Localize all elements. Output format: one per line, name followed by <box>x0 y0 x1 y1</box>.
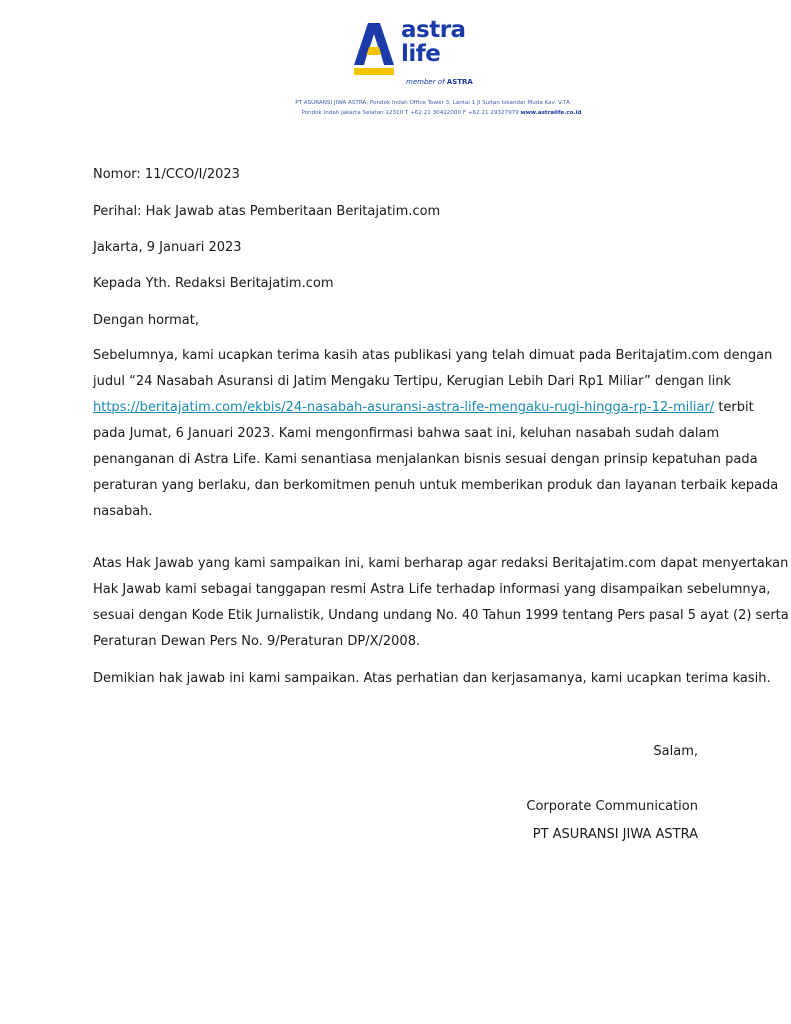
logo-word-astra: astra <box>401 17 466 43</box>
p1-line-6: peraturan yang berlaku, dan berkomitmen penuh untuk memberikan produk dan layanan terbaik kepada <box>93 478 779 493</box>
astra-a-logo-icon <box>354 21 394 77</box>
article-link[interactable]: https://beritajatim.com/ekbis/24-nasabah-asuransi-astra-life-mengaku-rugi-hingga-rp-12-miliar/ <box>93 400 715 415</box>
p1-line-3-after: terbit <box>718 400 754 415</box>
p1-line-5: penanganan di Astra Life. Kami senantiasa menjalankan bisnis sesuai dengan prinsip kepatuhan pada <box>93 452 758 467</box>
p1-line-2: judul “24 Nasabah Asuransi di Jatim Mengaku Tertipu, Kerugian Lebih Dari Rp1 Miliar” dengan link <box>93 374 732 389</box>
member-of-astra <box>406 78 473 86</box>
p2-line-4: Peraturan Dewan Pers No. 9/Peraturan DP/X/2008. <box>93 634 421 649</box>
paragraph-1 <box>93 343 779 525</box>
member-brand: ASTRA <box>446 78 473 86</box>
signatory-department: Corporate Communication <box>526 799 698 814</box>
letter-place-date: Jakarta, 9 Januari 2023 <box>93 240 242 255</box>
p1-line-1: Sebelumnya, kami ucapkan terima kasih atas publikasi yang telah dimuat pada Beritajatim.com dengan <box>93 348 773 363</box>
p1-line-3 <box>93 395 754 421</box>
p1-line-4: pada Jumat, 6 Januari 2023. Kami mengonfirmasi bahwa saat ini, keluhan nasabah sudah dalam <box>93 426 720 441</box>
logo-wordmark <box>401 18 466 66</box>
letter-recipient: Kepada Yth. Redaksi Beritajatim.com <box>93 276 334 291</box>
address-contacts: Pondok Indah Jakarta Selatan 12310 T +62 21 30422000 F +62 21 29327979 <box>301 110 519 116</box>
letter-greeting: Dengan hormat, <box>93 313 200 328</box>
p2-line-2: Hak Jawab kami sebagai tanggapan resmi Astra Life terhadap informasi yang disampaikan sebelumnya, <box>93 582 771 597</box>
letter-subject: Perihal: Hak Jawab atas Pemberitaan Beritajatim.com <box>93 204 441 219</box>
p2-line-3: sesuai dengan Kode Etik Jurnalistik, Undang undang No. 40 Tahun 1999 tentang Pers pasal 5 ayat (2) serta <box>93 608 789 623</box>
member-prefix: member of <box>406 78 445 86</box>
p2-line-1: Atas Hak Jawab yang kami sampaikan ini, kami berharap agar redaksi Beritajatim.com dapat menyertakan <box>93 556 789 571</box>
paragraph-3: Demikian hak jawab ini kami sampaikan. Atas perhatian dan kerjasamanya, kami ucapkan terima kasih. <box>93 671 771 686</box>
astra-life-logo <box>354 17 494 91</box>
paragraph-2 <box>93 551 789 655</box>
address-line-2 <box>46 110 791 116</box>
letter-number: Nomor: 11/CCO/I/2023 <box>93 167 240 182</box>
website-link[interactable]: www.astralife.co.id <box>520 110 582 116</box>
signatory-company: PT ASURANSI JIWA ASTRA <box>532 827 698 842</box>
closing-salutation: Salam, <box>653 744 698 759</box>
address-line-1: PT ASURANSI JIWA ASTRA, Pondok Indah Office Tower 3, Lantai 1 Jl Sultan Iskandar Muda Kav. V-TA <box>295 100 570 106</box>
p1-line-7: nasabah. <box>93 504 153 519</box>
logo-word-life: life <box>401 41 441 67</box>
